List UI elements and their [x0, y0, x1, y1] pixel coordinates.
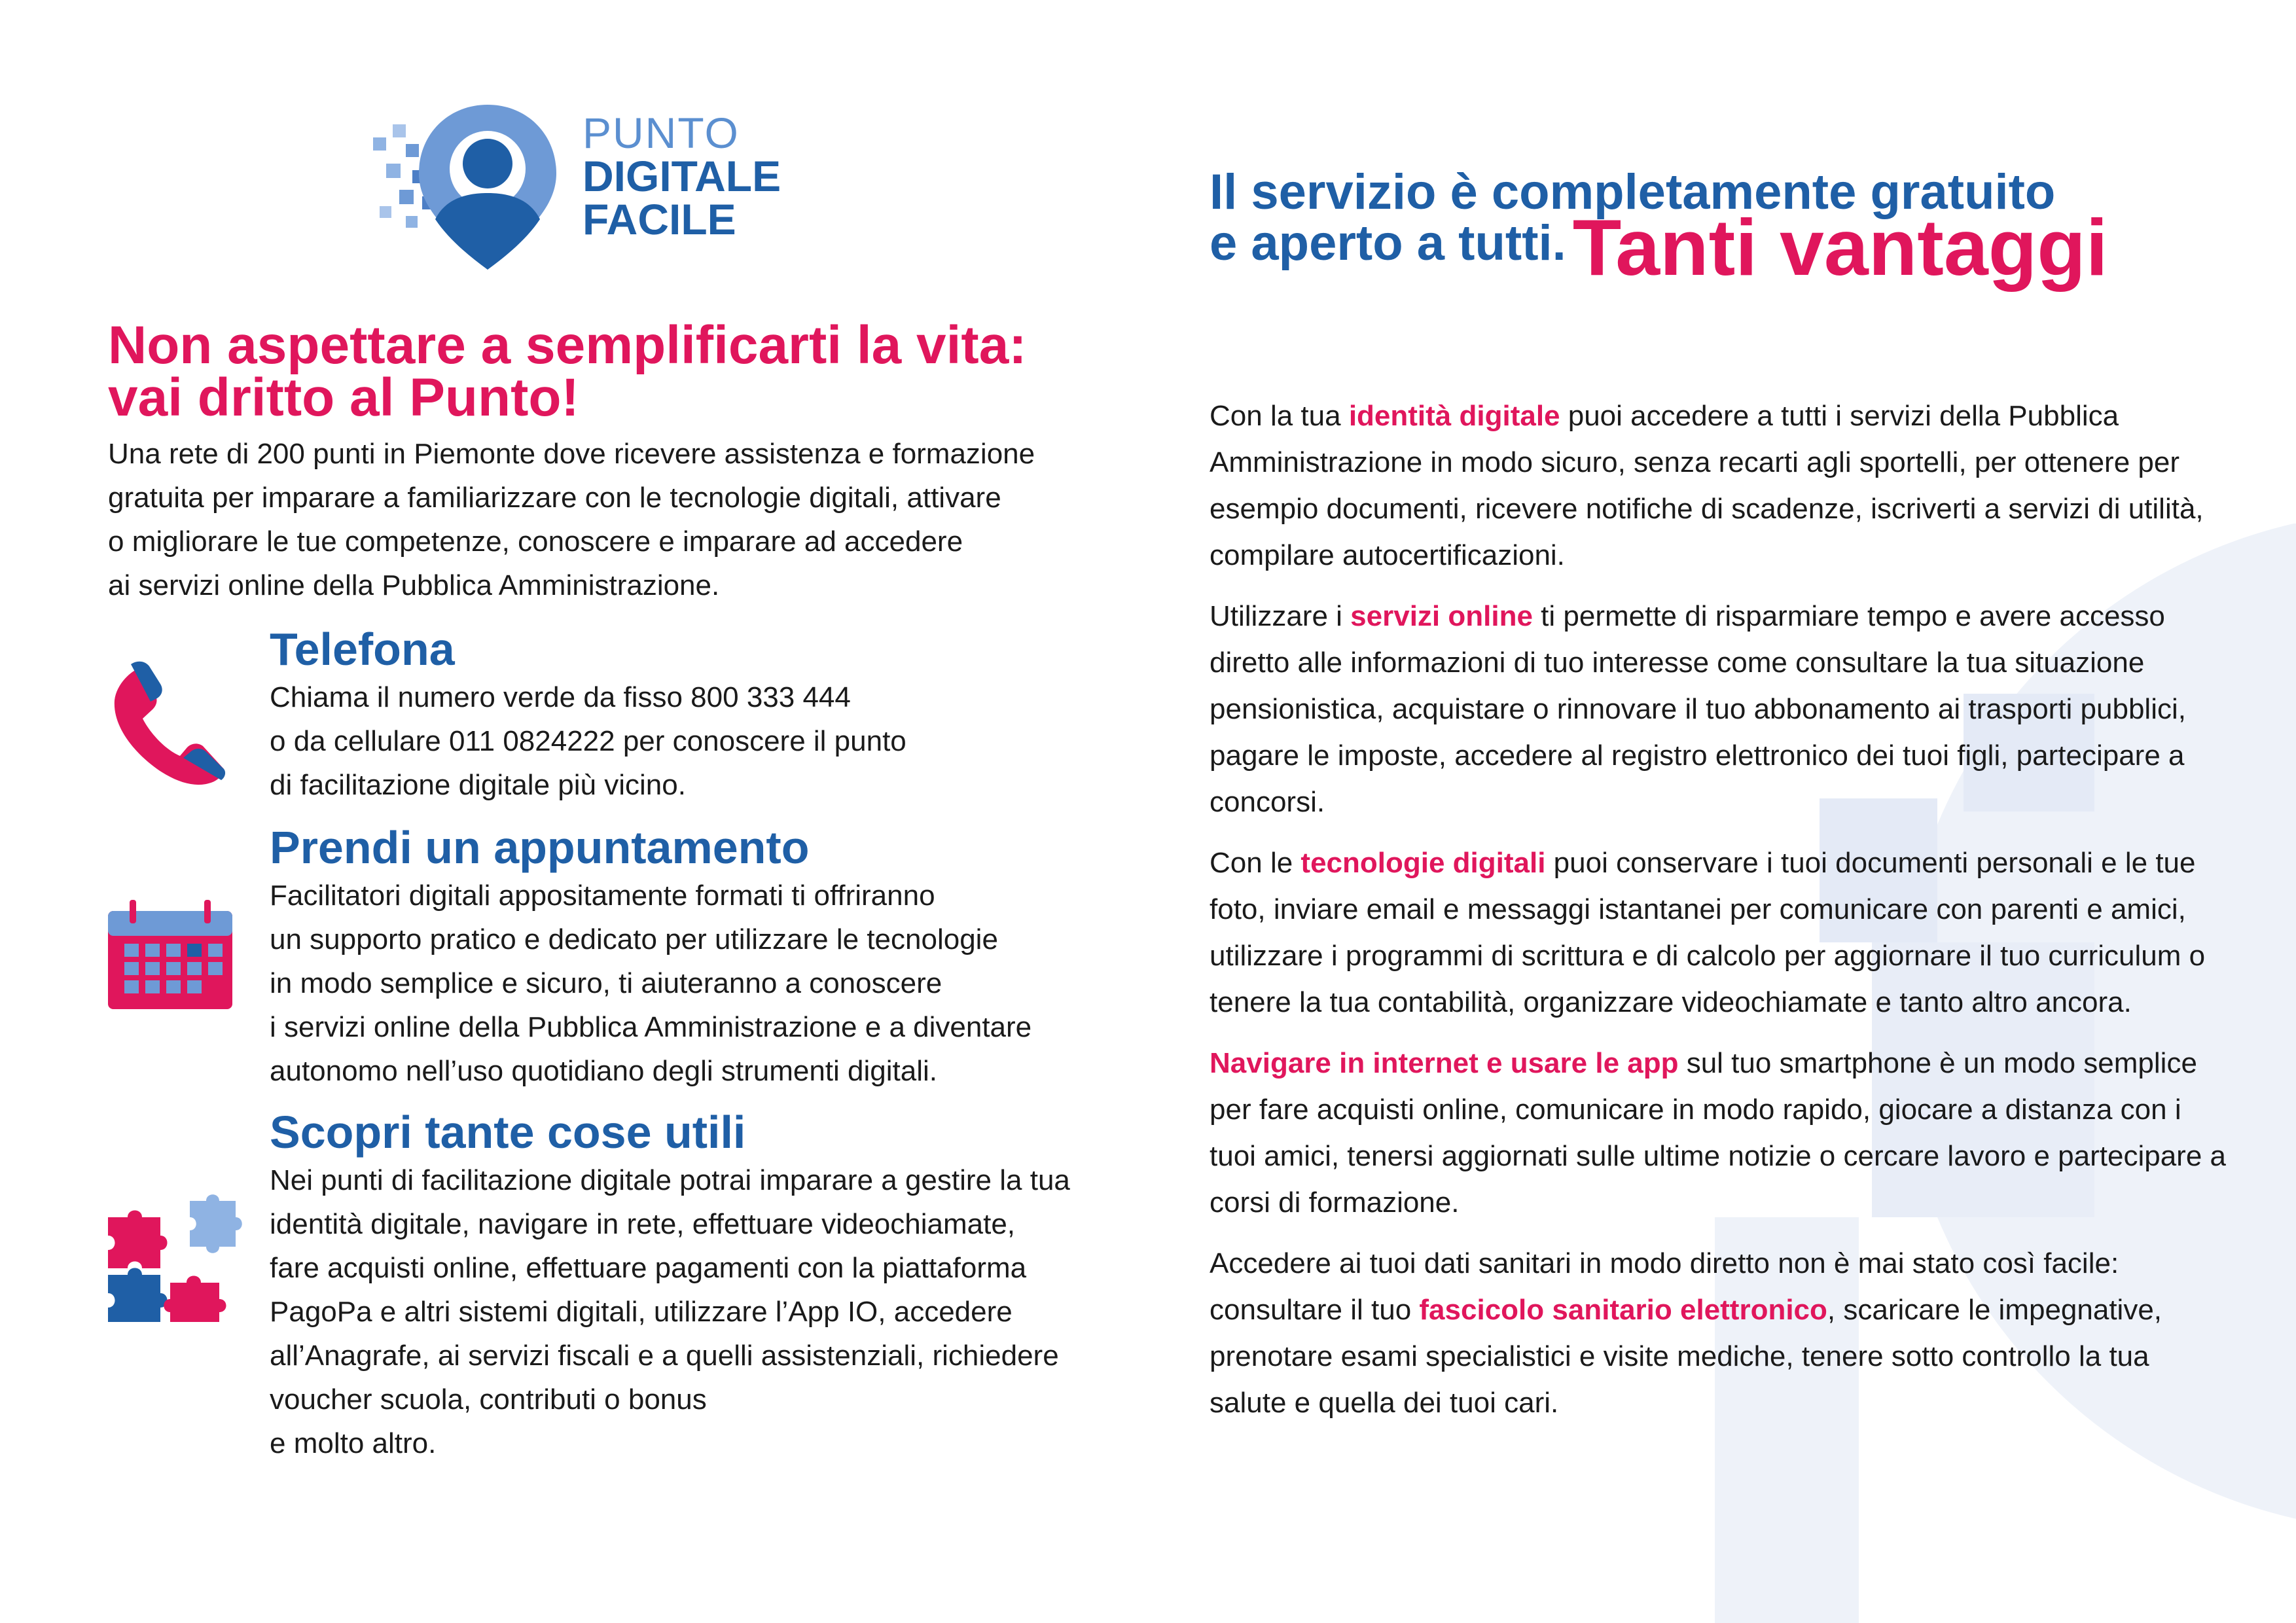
paragraph-text: Con la tua [1210, 400, 1349, 432]
section-line: all’Anagrafe, ai servizi fiscali e a quelli assistenziali, richiedere [270, 1340, 1059, 1372]
section-title: Scopri tante cose utili [270, 1107, 746, 1158]
punto-digitale-pin-icon [367, 98, 563, 275]
calendar-icon [105, 897, 236, 1011]
section-line: fare acquisti online, effettuare pagamenti con la piattaforma [270, 1252, 1027, 1284]
benefit-paragraph [1210, 593, 2231, 825]
paragraph-highlight: servizi online [1350, 600, 1533, 632]
right-headline [1210, 164, 2204, 292]
section-line: Nei punti di facilitazione digitale potrai imparare a gestire la tua [270, 1164, 1070, 1196]
logo [367, 98, 812, 281]
logo-line-digitale: DIGITALE [583, 152, 781, 200]
intro-paragraph [108, 432, 1103, 607]
left-headline-line2: vai dritto al Punto! [108, 368, 579, 427]
section-line: Chiama il numero verde da fisso 800 333 444 [270, 681, 851, 713]
benefits-text [1210, 393, 2231, 1440]
section-title: Prendi un appuntamento [270, 822, 810, 873]
section-telefona [270, 623, 1121, 807]
logo-line-facile: FACILE [583, 195, 736, 243]
intro-line: gratuita per imparare a familiarizzare con le tecnologie digitali, attivare [108, 482, 1001, 514]
puzzle-icon [101, 1191, 252, 1325]
paragraph-text: Utilizzare i [1210, 600, 1351, 632]
paragraph-text: Con le [1210, 847, 1301, 879]
paragraph-text: Accedere ai tuoi dati sanitari in modo diretto non è mai stato così facile: consultare il tuo [1210, 1247, 2119, 1326]
paragraph-highlight: fascicolo sanitario elettronico [1419, 1294, 1827, 1326]
section-line: voucher scuola, contributi o bonus [270, 1383, 707, 1416]
paragraph-text: ti permette di risparmiare tempo e avere accesso diretto alle informazioni di tuo interesse come consultare la tua situazione pensionistica, acquistare o rinnovare il tuo abbonamento ai trasporti pubblici, pagare le imposte, accedere al registro elettronico dei tuoi figli, partecipare a concorsi. [1210, 600, 2186, 818]
tanti-vantaggi-title: Tanti vantaggi [1572, 203, 2108, 292]
logo-line-punto: PUNTO [583, 109, 740, 157]
paragraph-highlight: Navigare in internet e usare le app [1210, 1047, 1679, 1079]
section-line: in modo semplice e sicuro, ti aiuteranno a conoscere [270, 967, 942, 999]
benefit-paragraph [1210, 1040, 2231, 1226]
paragraph-text: puoi conservare i tuoi documenti personali e le tue foto, inviare email e messaggi istantanei per comunicare con parenti e amici, utilizzare i programmi di scrittura e di calcolo per aggiornare il tuo curriculum o tenere la tua contabilità, organizzare videochiamate e tanto altro ancora. [1210, 847, 2206, 1018]
paragraph-text: puoi accedere a tutti i servizi della Pubblica Amministrazione in modo sicuro, senza recarti agli sportelli, per ottenere per esempio documenti, ricevere notifiche di scadenze, iscriverti a servizi di utilità, compilare autocertificazioni. [1210, 400, 2204, 571]
intro-line: ai servizi online della Pubblica Amministrazione. [108, 569, 720, 601]
right-headline-line1: Il servizio è completamente gratuito [1210, 164, 2056, 220]
section-body [270, 874, 1121, 1093]
benefit-paragraph [1210, 1240, 2231, 1426]
section-line: identità digitale, navigare in rete, effettuare videochiamate, [270, 1208, 1016, 1240]
logo-wordmark [583, 111, 781, 241]
paragraph-text: sul tuo smartphone è un modo semplice per fare acquisti online, comunicare in modo rapido, giocare a distanza con i tuoi amici, tenersi aggiornati sulle ultime notizie o cercare lavoro e partecipare a corsi di formazione. [1210, 1047, 2226, 1219]
phone-icon [105, 654, 229, 792]
paragraph-highlight: tecnologie digitali [1300, 847, 1546, 879]
section-line: di facilitazione digitale più vicino. [270, 769, 686, 801]
section-line: e molto altro. [270, 1427, 437, 1459]
intro-line: Una rete di 200 punti in Piemonte dove ricevere assistenza e formazione [108, 438, 1035, 470]
intro-line: o migliorare le tue competenze, conoscere e imparare ad accedere [108, 526, 963, 558]
right-headline-line2: e aperto a tutti. [1210, 215, 1566, 271]
left-headline [108, 315, 1103, 427]
section-line: i servizi online della Pubblica Amministrazione e a diventare [270, 1011, 1032, 1043]
paragraph-highlight: identità digitale [1348, 400, 1560, 432]
section-title: Telefona [270, 624, 455, 675]
section-body [270, 1158, 1121, 1465]
section-line: un supporto pratico e dedicato per utilizzare le tecnologie [270, 923, 998, 955]
paragraph-text: , scaricare le impegnative, prenotare esami specialistici e visite mediche, tenere sotto controllo la tua salute e quella dei tuoi cari. [1210, 1294, 2162, 1419]
section-line: o da cellulare 011 0824222 per conoscere il punto [270, 725, 906, 757]
section-scopri [270, 1106, 1121, 1465]
section-body [270, 675, 1121, 807]
section-line: PagoPa e altri sistemi digitali, utilizzare l’App IO, accedere [270, 1296, 1013, 1328]
section-appuntamento [270, 821, 1121, 1093]
benefit-paragraph [1210, 393, 2231, 579]
benefit-paragraph [1210, 840, 2231, 1026]
left-headline-line1: Non aspettare a semplificarti la vita: [108, 315, 1027, 375]
section-line: autonomo nell’uso quotidiano degli strumenti digitali. [270, 1055, 937, 1087]
section-line: Facilitatori digitali appositamente formati ti offriranno [270, 880, 935, 912]
